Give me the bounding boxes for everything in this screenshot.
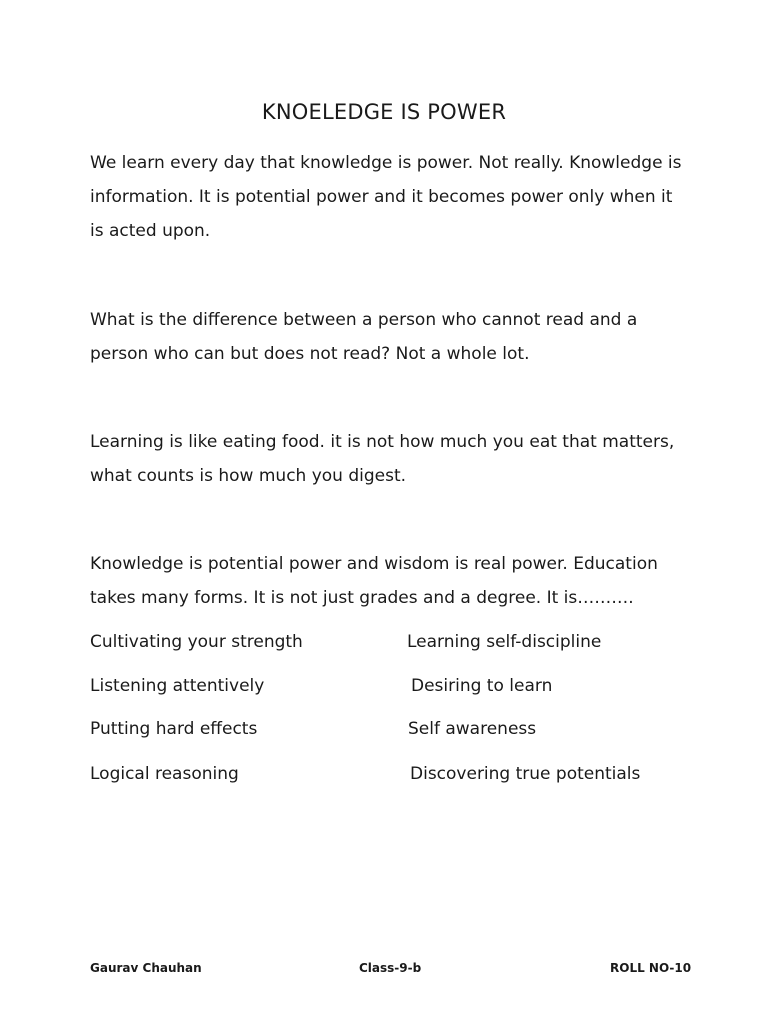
footer-roll-number: ROLL NO-10 bbox=[610, 961, 692, 975]
list-item-left: Logical reasoning bbox=[90, 764, 239, 784]
list-item-right: Learning self-discipline bbox=[407, 632, 602, 652]
paragraph-wisdom-education: Knowledge is potential power and wisdom is real power. Education takes many forms. It is not just grades and a degree. It is………. bbox=[90, 554, 658, 608]
paragraph-reading-difference: What is the difference between a person who cannot read and a person who can but does not read? Not a whole lot. bbox=[90, 310, 638, 364]
list-item-right: Self awareness bbox=[408, 719, 537, 739]
list-item-right: Discovering true potentials bbox=[410, 764, 641, 784]
list-item-left: Cultivating your strength bbox=[90, 632, 303, 652]
paragraph-learning-food: Learning is like eating food. it is not how much you eat that matters, what counts is how much you digest. bbox=[90, 432, 675, 486]
footer-class: Class-9-b bbox=[359, 961, 422, 975]
page-title: KNOELEDGE IS POWER bbox=[261, 100, 507, 124]
footer-student-name: Gaurav Chauhan bbox=[90, 961, 202, 975]
paragraph-knowledge-information: We learn every day that knowledge is power. Not really. Knowledge is information. It is potential power and it becomes power only when it is acted upon. bbox=[90, 153, 682, 241]
list-item-left: Listening attentively bbox=[90, 676, 265, 696]
list-item-left: Putting hard effects bbox=[90, 719, 258, 739]
list-item-right: Desiring to learn bbox=[411, 676, 553, 696]
